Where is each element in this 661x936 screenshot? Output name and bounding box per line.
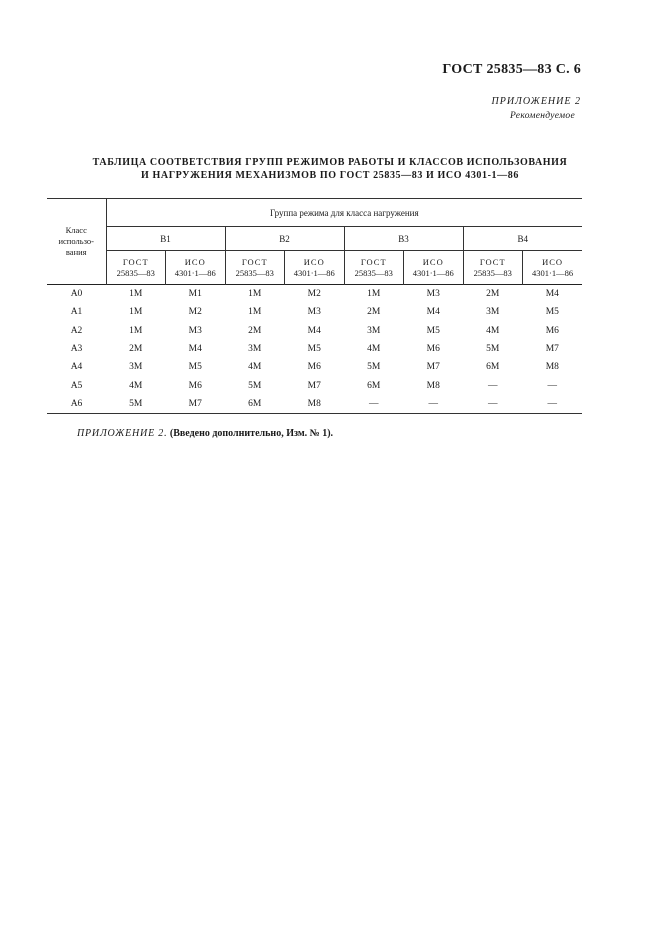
value-cell: М8 bbox=[545, 362, 559, 373]
class-cell: А0 bbox=[47, 285, 106, 304]
value-cell: М6 bbox=[307, 362, 321, 373]
value-cell: 2М bbox=[248, 325, 262, 336]
value-cell: 6М bbox=[367, 380, 381, 391]
value-cell: 1М bbox=[106, 285, 166, 304]
table-title-line2: И НАГРУЖЕНИЯ МЕХАНИЗМОВ ПО ГОСТ 25835—83 И ИСО 4301-1—86 bbox=[141, 170, 519, 181]
std-header-name: ИСО bbox=[303, 256, 325, 267]
class-header-line3: вания bbox=[65, 247, 87, 257]
value-cell: — bbox=[488, 380, 498, 391]
std-header-name: ГОСТ bbox=[360, 256, 387, 267]
value-cell: М6 bbox=[545, 325, 559, 336]
class-header bbox=[47, 199, 106, 285]
value-cell: М4 bbox=[188, 344, 202, 355]
table-row bbox=[47, 322, 582, 340]
value-cell: М8 bbox=[285, 395, 345, 414]
value-cell: М4 bbox=[307, 325, 321, 336]
group-title: Группа режима для класса нагружения bbox=[106, 199, 582, 227]
value-cell: — bbox=[344, 395, 404, 414]
class-cell: А3 bbox=[70, 344, 83, 355]
amendment-note-label: ПРИЛОЖЕНИЕ 2. bbox=[77, 428, 168, 439]
std-header bbox=[106, 251, 166, 285]
value-cell: М6 bbox=[426, 344, 440, 355]
std-header-number: 4301·1—86 bbox=[293, 267, 335, 278]
std-header bbox=[463, 251, 523, 285]
load-class-b2: В2 bbox=[225, 227, 344, 251]
std-header-number: 25835—83 bbox=[354, 267, 393, 278]
table-row bbox=[47, 340, 582, 358]
appendix-block bbox=[492, 95, 582, 123]
value-cell: 3М bbox=[248, 344, 262, 355]
table-title-line1: ТАБЛИЦА СООТВЕТСТВИЯ ГРУПП РЕЖИМОВ РАБОТЫ И КЛАССОВ ИСПОЛЬЗОВАНИЯ bbox=[92, 157, 568, 168]
std-header bbox=[523, 251, 583, 285]
std-header-name: ГОСТ bbox=[479, 256, 506, 267]
amendment-note-text: (Введено дополнительно, Изм. № 1). bbox=[169, 428, 334, 439]
class-cell: А6 bbox=[47, 395, 106, 414]
value-cell: 5М bbox=[486, 344, 500, 355]
std-header bbox=[285, 251, 345, 285]
load-class-b1: В1 bbox=[106, 227, 225, 251]
value-cell: 1М bbox=[129, 325, 143, 336]
value-cell: 6М bbox=[486, 362, 500, 373]
class-cell: А1 bbox=[70, 307, 83, 318]
appendix-label: ПРИЛОЖЕНИЕ 2 bbox=[491, 96, 581, 107]
class-cell: А5 bbox=[70, 380, 83, 391]
value-cell: М8 bbox=[426, 380, 440, 391]
value-cell: 4М bbox=[129, 380, 143, 391]
class-cell: А4 bbox=[70, 362, 83, 373]
std-header-number: 25835—83 bbox=[116, 267, 155, 278]
value-cell: М5 bbox=[426, 325, 440, 336]
value-cell: М4 bbox=[523, 285, 583, 304]
load-class-b4: В4 bbox=[463, 227, 582, 251]
value-cell: 1М bbox=[129, 307, 143, 318]
value-cell: М5 bbox=[545, 307, 559, 318]
value-cell: 4М bbox=[367, 344, 381, 355]
std-header-number: 4301·1—86 bbox=[174, 267, 216, 278]
std-header-name: ИСО bbox=[542, 256, 564, 267]
value-cell: М5 bbox=[307, 344, 321, 355]
value-cell: 3М bbox=[367, 325, 381, 336]
class-header-line2: использо- bbox=[58, 236, 94, 246]
value-cell: М3 bbox=[307, 307, 321, 318]
value-cell: 2М bbox=[463, 285, 523, 304]
table-title bbox=[50, 156, 610, 182]
std-header-name: ИСО bbox=[422, 256, 444, 267]
value-cell: — bbox=[463, 395, 523, 414]
value-cell: 6М bbox=[225, 395, 285, 414]
std-header-name: ИСО bbox=[184, 256, 206, 267]
std-header bbox=[166, 251, 226, 285]
std-header-number: 25835—83 bbox=[235, 267, 274, 278]
value-cell: 1М bbox=[248, 307, 262, 318]
table-row bbox=[47, 358, 582, 376]
table-row bbox=[47, 285, 582, 304]
document-header: ГОСТ 25835—83 С. 6 bbox=[442, 62, 581, 77]
value-cell: 3М bbox=[486, 307, 500, 318]
value-cell: М3 bbox=[404, 285, 464, 304]
std-header-number: 4301·1—86 bbox=[532, 267, 574, 278]
value-cell: — bbox=[523, 395, 583, 414]
value-cell: М2 bbox=[188, 307, 202, 318]
value-cell: М7 bbox=[166, 395, 226, 414]
table-row bbox=[47, 395, 582, 414]
value-cell: 5М bbox=[367, 362, 381, 373]
value-cell: М7 bbox=[426, 362, 440, 373]
value-cell: 5М bbox=[248, 380, 262, 391]
table-row bbox=[47, 376, 582, 394]
value-cell: 4М bbox=[486, 325, 500, 336]
value-cell: 2М bbox=[129, 344, 143, 355]
value-cell: 1М bbox=[225, 285, 285, 304]
class-header-line1: Класс bbox=[65, 225, 87, 235]
class-cell: А2 bbox=[70, 325, 83, 336]
value-cell: — bbox=[547, 380, 558, 391]
value-cell: М2 bbox=[285, 285, 345, 304]
value-cell: 2М bbox=[367, 307, 381, 318]
value-cell: 3М bbox=[129, 362, 143, 373]
std-header bbox=[404, 251, 464, 285]
value-cell: 1М bbox=[344, 285, 404, 304]
value-cell: М6 bbox=[188, 380, 202, 391]
value-cell: 5М bbox=[106, 395, 166, 414]
table-row bbox=[47, 303, 582, 321]
std-header-name: ГОСТ bbox=[241, 256, 268, 267]
std-header-name: ГОСТ bbox=[122, 256, 149, 267]
std-header bbox=[344, 251, 404, 285]
correspondence-table bbox=[47, 198, 582, 414]
load-class-b3: В3 bbox=[344, 227, 463, 251]
value-cell: 4М bbox=[248, 362, 262, 373]
value-cell: М7 bbox=[545, 344, 559, 355]
std-header-number: 4301·1—86 bbox=[412, 267, 454, 278]
std-header-number: 25835—83 bbox=[473, 267, 512, 278]
appendix-status: Рекомендуемое bbox=[510, 111, 575, 121]
std-header bbox=[225, 251, 285, 285]
value-cell: М5 bbox=[188, 362, 202, 373]
amendment-note bbox=[77, 428, 333, 439]
value-cell: М4 bbox=[426, 307, 440, 318]
value-cell: М1 bbox=[166, 285, 226, 304]
value-cell: М7 bbox=[307, 380, 321, 391]
value-cell: — bbox=[404, 395, 464, 414]
value-cell: М3 bbox=[188, 325, 202, 336]
